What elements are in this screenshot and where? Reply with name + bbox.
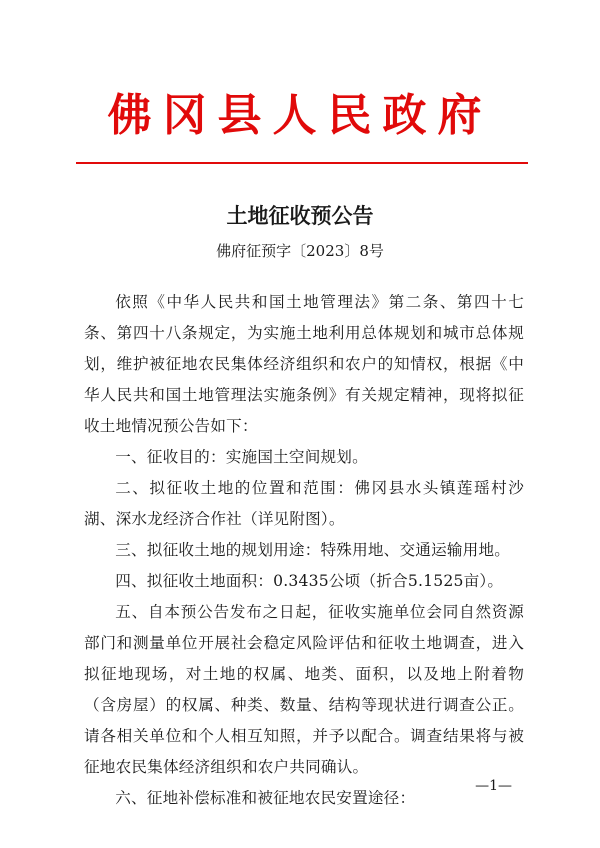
paragraph-area: 四、拟征收土地面积：0.3435公顷（折合5.1525亩）。 xyxy=(115,572,504,590)
page-number: —1— xyxy=(475,778,512,794)
paragraph-intro: 依照《中华人民共和国土地管理法》第二条、第四十七条、第四十八条规定，为实施土地利用总体规划和城市总体规划，维护被征地农民集体经济组织和农户的知情权，根据《中华人民共和国土地管理法实施条例》有关规定精神，现将拟征收土地情况预公告如下： xyxy=(84,293,524,435)
masthead-divider xyxy=(76,162,528,164)
paragraph-usage: 三、拟征收土地的规划用途：特殊用地、交通运输用地。 xyxy=(115,541,511,559)
paragraph-location: 二、拟征收土地的位置和范围：佛冈县水头镇莲瑶村沙湖、深水龙经济合作社（详见附图）。 xyxy=(84,479,524,528)
document-body xyxy=(84,287,524,814)
document-number: 佛府征预字〔2023〕8号 xyxy=(216,242,384,260)
paragraph-survey: 五、自本预公告发布之日起，征收实施单位会同自然资源部门和测量单位开展社会稳定风险评估和征收土地调查，进入拟征地现场，对土地的权属、地类、面积，以及地上附着物（含房屋）的权属、种类、数量、结构等现状进行调查公正。请各相关单位和个人相互知照，并予以配合。调查结果将与被征地农民集体经济组织和农户共同确认。 xyxy=(84,603,524,776)
paragraph-compensation: 六、征地补偿标准和被征地农民安置途径： xyxy=(115,789,416,807)
issuer-masthead: 佛冈县人民政府 xyxy=(107,90,493,141)
document-title: 土地征收预公告 xyxy=(226,203,374,228)
paragraph-purpose: 一、征收目的：实施国土空间规划。 xyxy=(115,448,368,466)
